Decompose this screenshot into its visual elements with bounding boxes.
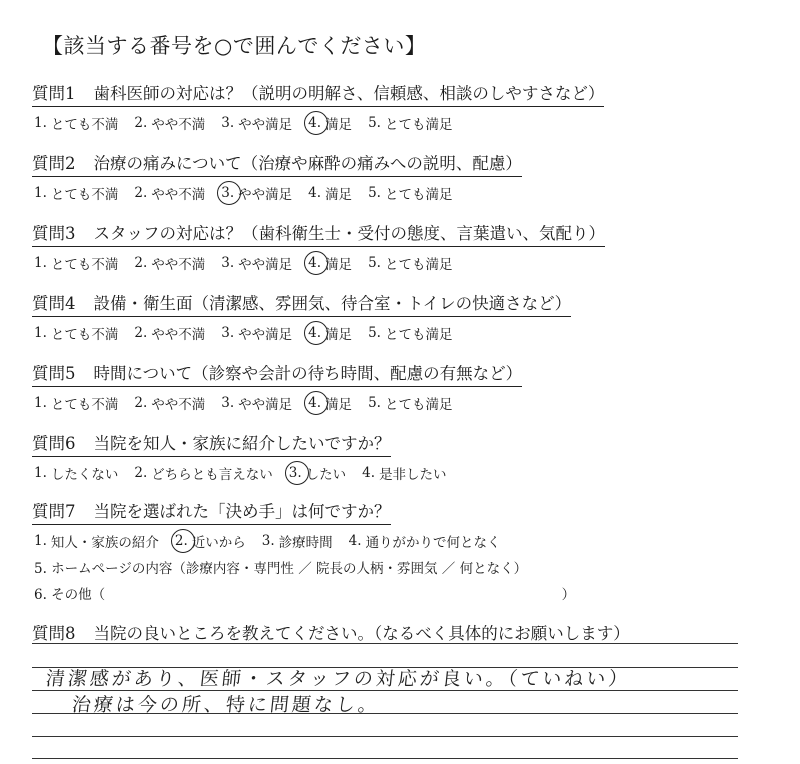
option-number: 2. (174, 533, 188, 549)
option-label: やや不満 (151, 397, 206, 413)
option[interactable] (134, 463, 272, 483)
question-5 (32, 360, 732, 413)
option[interactable] (221, 253, 292, 273)
options-row (32, 323, 732, 343)
option-number: 4. (308, 325, 322, 341)
option-number: 4. (308, 185, 322, 201)
options-row (32, 463, 732, 483)
question-1 (32, 80, 732, 133)
option[interactable] (349, 531, 501, 551)
option[interactable] (134, 393, 205, 413)
question-number: 質問3 (32, 224, 76, 243)
question-text: 当院の良いところを教えてください。（なるべく具体的にお願いします） (93, 624, 630, 643)
option-number: 1. (34, 395, 47, 411)
option-number: 4. (348, 533, 362, 549)
option[interactable] (368, 253, 452, 273)
option-label: 満足 (325, 257, 353, 273)
option-label: とても不満 (50, 117, 119, 133)
option-selected[interactable] (308, 253, 352, 273)
question-4 (32, 290, 732, 343)
option[interactable] (221, 393, 292, 413)
form-header: 【該当する番号を○で囲んでください】 (42, 34, 427, 58)
option[interactable] (34, 113, 118, 133)
option[interactable] (362, 463, 446, 483)
option-number: 5. (368, 185, 381, 201)
option-number: 2. (134, 255, 148, 271)
option-number: 3. (261, 533, 275, 549)
option-label: 満足 (325, 397, 353, 413)
option-label: 通りがかりで何となく (365, 535, 501, 551)
option-label: 近いから (191, 535, 246, 551)
option-number: 5. (368, 255, 381, 271)
option[interactable] (34, 183, 118, 203)
option-5[interactable]: 5. ホームページの内容（診療内容・専門性 ／ 院長の人柄・雰囲気 ／ 何となく） (34, 561, 528, 577)
option-6-close: ） (561, 587, 576, 603)
option[interactable] (368, 393, 452, 413)
option-number: 1. (34, 255, 47, 271)
question-title (32, 80, 604, 107)
option-label: やや満足 (238, 327, 293, 343)
question-number: 質問1 (32, 84, 76, 103)
option-label: やや不満 (151, 257, 206, 273)
option-label: どちらとも言えない (151, 467, 273, 483)
option-label: 満足 (325, 327, 353, 343)
option-label: やや不満 (151, 327, 206, 343)
option-selected[interactable] (221, 183, 292, 203)
option-selected[interactable] (289, 463, 346, 483)
option[interactable] (34, 253, 118, 273)
option-selected[interactable] (308, 393, 352, 413)
option-number: 1. (34, 185, 47, 201)
options-row (32, 113, 732, 133)
option-label: やや不満 (151, 187, 206, 203)
option-number: 3. (288, 465, 302, 481)
option-number: 5. (368, 115, 381, 131)
option-label: したい (305, 467, 347, 483)
option-6[interactable] (32, 583, 732, 603)
option-label: したくない (50, 467, 119, 483)
option[interactable] (34, 323, 118, 343)
question-number: 質問7 (32, 502, 76, 521)
question-text: 治療の痛みについて（治療や麻酔の痛みへの説明、配慮） (93, 154, 522, 173)
option[interactable] (368, 113, 452, 133)
options-row (32, 253, 732, 273)
question-number: 質問6 (32, 434, 76, 453)
option-number: 2. (134, 325, 148, 341)
option[interactable] (34, 393, 118, 413)
option-label: やや不満 (151, 117, 206, 133)
question-7 (32, 498, 732, 603)
option-number: 3. (221, 255, 235, 271)
option-number: 2. (134, 185, 148, 201)
question-text: 当院を選ばれた「決め手」は何ですか？ (93, 502, 391, 521)
option-label: 是非したい (379, 467, 447, 483)
option-label: やや満足 (238, 257, 293, 273)
option[interactable] (134, 183, 205, 203)
question-2 (32, 150, 732, 203)
question-title (32, 430, 391, 457)
option-number: 3. (221, 185, 235, 201)
option-label: とても不満 (50, 257, 119, 273)
option-number: 3. (221, 395, 235, 411)
ruled-line (32, 736, 738, 737)
option-number: 1. (34, 325, 47, 341)
ruled-line (32, 758, 738, 759)
option-selected[interactable] (175, 531, 246, 551)
option-number: 4. (308, 395, 322, 411)
question-title (32, 498, 391, 525)
option[interactable] (368, 183, 452, 203)
question-6 (32, 430, 732, 483)
option-label: とても不満 (50, 327, 119, 343)
options-row (32, 393, 732, 413)
option-number: 4. (308, 115, 322, 131)
options-row (32, 531, 732, 551)
question-text: スタッフの対応は？（歯科衛生士・受付の態度、言葉遣い、気配り） (93, 224, 605, 243)
option-selected[interactable] (308, 113, 352, 133)
question-number: 質問4 (32, 294, 76, 313)
option[interactable] (134, 253, 205, 273)
option[interactable] (308, 183, 352, 203)
option-label: やや満足 (238, 187, 293, 203)
option-number: 2. (134, 465, 148, 481)
question-number: 質問2 (32, 154, 76, 173)
options-row (32, 183, 732, 203)
question-title (32, 360, 522, 387)
option-number: 3. (221, 325, 235, 341)
option-6-label: 6. その他（ (34, 587, 106, 603)
handwritten-answer-line: 治療は今の所、特に問題なし。 (70, 694, 382, 716)
option[interactable] (262, 531, 333, 551)
question-title (32, 150, 522, 177)
option-label: とても不満 (50, 397, 119, 413)
question-text: 設備・衛生面（清潔感、雰囲気、待合室・トイレの快適さなど） (93, 294, 572, 313)
option-label: とても満足 (384, 327, 453, 343)
option-label: 満足 (325, 117, 353, 133)
question-number: 質問8 (32, 624, 76, 643)
option-label: とても満足 (384, 187, 453, 203)
option-number: 5. (368, 325, 381, 341)
question-text: 歯科医師の対応は？（説明の明解さ、信頼感、相談のしやすさなど） (93, 84, 605, 103)
option[interactable] (134, 113, 205, 133)
option[interactable] (34, 531, 159, 551)
option[interactable] (34, 463, 118, 483)
ruled-line (32, 643, 738, 644)
option-label: とても満足 (384, 257, 453, 273)
question-title (32, 220, 605, 247)
option-number: 1. (34, 533, 47, 549)
option-number: 1. (34, 465, 47, 481)
option[interactable] (134, 323, 205, 343)
option-number: 2. (134, 115, 148, 131)
option-label: 満足 (325, 187, 353, 203)
option-number: 3. (221, 115, 235, 131)
option-number: 5. (368, 395, 381, 411)
question-number: 質問5 (32, 364, 76, 383)
question-title (32, 290, 571, 317)
handwritten-answer-line: 清潔感があり、医師・スタッフの対応が良い。（ていねい） (44, 668, 632, 690)
option-label: やや満足 (238, 117, 293, 133)
option-number: 4. (308, 255, 322, 271)
option-label: とても不満 (50, 187, 119, 203)
option[interactable] (221, 323, 292, 343)
question-text: 時間について（診察や会計の待ち時間、配慮の有無など） (93, 364, 523, 383)
option-label: 知人・家族の紹介 (50, 535, 159, 551)
option-number: 2. (134, 395, 148, 411)
option-number: 4. (362, 465, 376, 481)
option[interactable] (221, 113, 292, 133)
option[interactable] (368, 323, 452, 343)
question-3 (32, 220, 732, 273)
option-label: とても満足 (384, 117, 453, 133)
option-label: とても満足 (384, 397, 453, 413)
option-selected[interactable] (308, 323, 352, 343)
option-label: やや満足 (238, 397, 293, 413)
question-text: 当院を知人・家族に紹介したいですか？ (93, 434, 391, 453)
option-label: 診療時間 (278, 535, 333, 551)
option-number: 1. (34, 115, 47, 131)
